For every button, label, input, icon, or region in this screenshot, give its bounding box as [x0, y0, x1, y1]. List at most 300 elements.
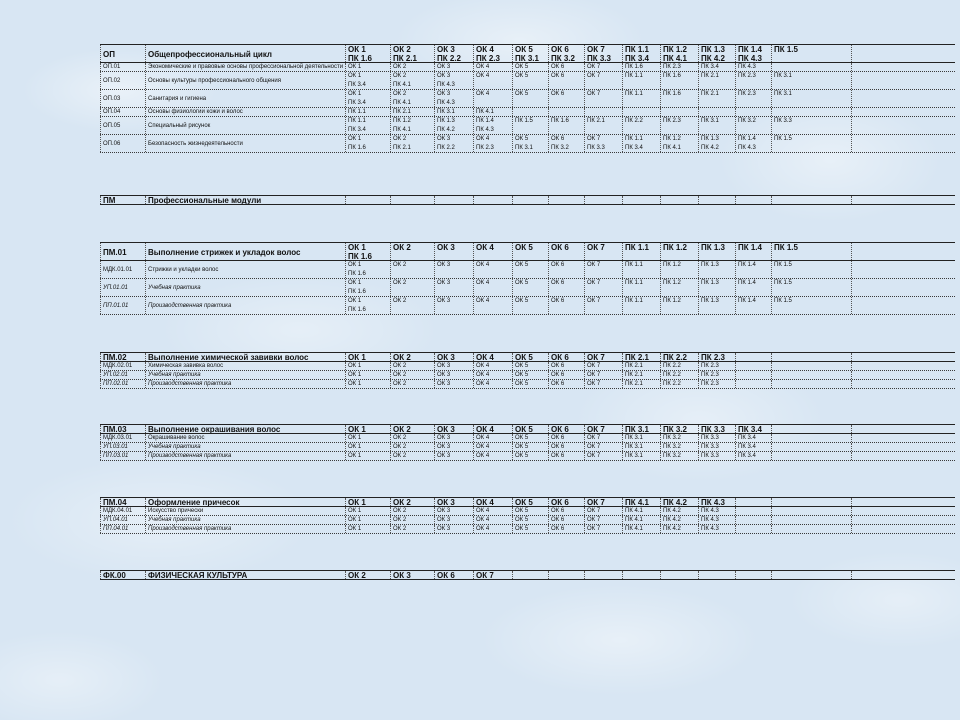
competency-code: ПК 1.5: [774, 45, 798, 54]
competency-code: ОК 7: [587, 372, 601, 378]
discipline-code: УП.01.01: [100, 279, 146, 296]
competency-code: ОК 7: [587, 243, 605, 252]
competency-cell: [474, 434, 513, 442]
competency-cell: [772, 434, 852, 442]
competency-code: ПК 4.2: [437, 127, 455, 133]
discipline-name: Искусство прически: [146, 507, 346, 515]
header-competency-cell: [391, 425, 435, 433]
competency-code: ОК 3: [437, 64, 451, 70]
competency-code: [774, 516, 849, 524]
discipline-name: Производственная практика: [146, 525, 346, 533]
competency-cell: [661, 443, 699, 451]
module-header-row: [100, 242, 955, 261]
competency-code: [587, 99, 620, 107]
competency-cell: [699, 434, 736, 442]
competency-code: ОК 5: [515, 243, 533, 252]
competency-code: [663, 81, 696, 89]
competency-cell: [585, 371, 623, 379]
competency-code: ПК 4.1: [476, 109, 494, 115]
competency-code: ОК 1: [348, 425, 366, 433]
competency-cell: [435, 434, 474, 442]
competency-code: ОК 6: [551, 498, 569, 506]
competency-code: ПК 4.3: [701, 498, 725, 506]
competency-cell: [699, 279, 736, 296]
competency-code: ПК 3.4: [738, 425, 762, 433]
competency-cell: [623, 380, 661, 388]
competency-code: ПК 3.4: [738, 435, 756, 441]
competency-code: ОК 3: [437, 498, 455, 506]
competency-cell: [513, 434, 549, 442]
competency-cell: [585, 434, 623, 442]
competency-cell: [346, 261, 391, 278]
competency-cell: [435, 72, 474, 89]
competency-cell: [435, 362, 474, 370]
competency-code: ПК 1.3: [701, 262, 719, 268]
competency-code: ОК 1: [348, 298, 362, 304]
competency-code: ОК 5: [515, 498, 533, 506]
competency-cell: [549, 443, 585, 451]
module-title: ФИЗИЧЕСКАЯ КУЛЬТУРА: [146, 571, 346, 579]
competency-cell: [549, 279, 585, 296]
competency-code: ОК 4: [476, 298, 490, 304]
competency-cell: [699, 452, 736, 460]
competency-cell: [623, 72, 661, 89]
competency-code: ОК 4: [476, 498, 494, 506]
competency-code: ПК 4.3: [701, 508, 719, 514]
competency-cell: [661, 452, 699, 460]
competency-code: [515, 252, 546, 260]
competency-code: ПК 2.1: [701, 73, 719, 79]
header-competency-cell: [661, 243, 699, 260]
competency-cell: [661, 261, 699, 278]
competency-cell: [474, 63, 513, 71]
competency-code: ПК 2.3: [738, 91, 756, 97]
competency-cell: [513, 507, 549, 515]
competency-cell: [513, 72, 549, 89]
competency-code: ПК 1.6: [663, 73, 681, 79]
competency-cell: [736, 261, 772, 278]
competency-cell: [474, 371, 513, 379]
competency-cell: [623, 452, 661, 460]
competency-cell: [772, 90, 852, 107]
competency-code: ОК 5: [515, 444, 529, 450]
competency-code: ОК 5: [515, 435, 529, 441]
competency-code: ОК 1: [348, 372, 362, 378]
competency-code: ПК 1.3: [701, 243, 725, 252]
header-competency-cell: [513, 353, 549, 361]
competency-code: ПК 3.3: [701, 453, 719, 459]
competency-code: ПК 3.4: [738, 453, 756, 459]
competency-code: ОК 2: [393, 517, 407, 523]
competency-code: ПК 1.3: [701, 280, 719, 286]
competency-code: ПК 2.3: [663, 64, 681, 70]
competency-code: ОК 7: [587, 498, 605, 506]
competency-cell: [736, 108, 772, 116]
competency-code: ОК 3: [393, 571, 411, 579]
competency-code: ПК 3.4: [348, 127, 366, 133]
competency-cell: [585, 507, 623, 515]
competency-code: [551, 252, 582, 260]
competency-cell: [474, 117, 513, 134]
competency-code: [701, 571, 733, 579]
competency-cell: [623, 516, 661, 524]
competency-code: [774, 108, 849, 116]
module-title: Выполнение стрижек и укладок волос: [146, 243, 346, 260]
competency-cell: [346, 362, 391, 370]
competency-cell: [549, 117, 585, 134]
competency-cell: [391, 90, 435, 107]
competency-code: [738, 288, 769, 296]
competency-cell: [585, 261, 623, 278]
competency-code: [587, 252, 620, 260]
competency-cell: [391, 380, 435, 388]
competency-code: ПК 1.2: [663, 298, 681, 304]
competency-code: ПК 3.4: [738, 444, 756, 450]
header-competency-cell: [346, 498, 391, 506]
header-competency-cell: [623, 196, 661, 204]
module-header-row: [100, 424, 955, 434]
header-competency-cell: [699, 571, 736, 579]
competency-code: ПК 4.3: [437, 82, 455, 88]
header-competency-cell: [623, 353, 661, 361]
competency-code: ПК 2.3: [738, 73, 756, 79]
competency-code: ОК 4: [476, 372, 490, 378]
competency-code: [587, 126, 620, 134]
competency-cell: [346, 443, 391, 451]
discipline-row: [100, 371, 955, 380]
competency-code: ОК 2: [393, 453, 407, 459]
competency-cell: [772, 108, 852, 116]
competency-code: ОК 4: [476, 45, 494, 54]
competency-code: [625, 306, 658, 314]
competency-code: [701, 288, 733, 296]
competency-code: ОК 6: [551, 280, 565, 286]
header-competency-cell: [549, 196, 585, 204]
competency-code: [738, 252, 769, 260]
competency-code: ОК 6: [551, 363, 565, 369]
competency-code: [476, 99, 510, 107]
competency-code: ПК 1.4: [738, 298, 756, 304]
competency-code: ОК 3: [437, 425, 455, 433]
competency-code: [476, 306, 510, 314]
competency-cell: [435, 117, 474, 134]
competency-code: ОК 7: [587, 262, 601, 268]
competency-code: ПК 2.1: [393, 109, 411, 115]
competency-code: [774, 126, 849, 134]
competency-code: ОК 3: [437, 280, 451, 286]
competency-code: [774, 371, 849, 379]
competency-code: ПК 3.2: [551, 54, 575, 62]
competency-code: [774, 144, 849, 152]
competency-code: ПК 1.6: [348, 307, 366, 313]
competency-code: [701, 270, 733, 278]
competency-cell: [346, 507, 391, 515]
header-competency-cell: [549, 353, 585, 361]
module-table-pm04: [100, 497, 955, 534]
competency-code: ОК 2: [393, 526, 407, 532]
competency-code: [551, 126, 582, 134]
competency-code: ОК 5: [515, 91, 529, 97]
competency-code: [663, 306, 696, 314]
competency-cell: [513, 135, 549, 152]
competency-code: [774, 425, 849, 433]
competency-cell: [435, 380, 474, 388]
competency-code: ОК 3: [437, 435, 451, 441]
header-competency-cell: [474, 425, 513, 433]
competency-code: ОК 6: [551, 508, 565, 514]
competency-code: [551, 306, 582, 314]
competency-code: [774, 362, 849, 370]
competency-code: ОК 7: [587, 453, 601, 459]
discipline-name: Специальный рисунок: [146, 117, 346, 134]
competency-cell: [513, 443, 549, 451]
header-competency-cell: [391, 571, 435, 579]
discipline-name: Учебная практика: [146, 279, 346, 296]
competency-code: ОК 2: [393, 91, 407, 97]
competency-cell: [661, 108, 699, 116]
header-competency-cell: [736, 45, 772, 62]
competency-code: ПК 3.1: [774, 73, 792, 79]
competency-cell: [513, 108, 549, 116]
competency-code: ПК 4.3: [738, 54, 762, 62]
discipline-row: [100, 516, 955, 525]
competency-cell: [772, 117, 852, 134]
competency-code: ОК 1: [348, 45, 366, 54]
competency-code: ОК 7: [587, 280, 601, 286]
competency-code: ОК 2: [393, 298, 407, 304]
competency-code: [625, 571, 658, 579]
header-competency-cell: [346, 243, 391, 260]
competency-code: ОК 2: [393, 45, 411, 54]
competency-cell: [699, 525, 736, 533]
competency-cell: [346, 90, 391, 107]
header-competency-cell: [474, 243, 513, 260]
header-competency-cell: [549, 45, 585, 62]
competency-cell: [391, 261, 435, 278]
competency-code: ПК 3.2: [663, 444, 681, 450]
competency-code: ПК 3.3: [701, 444, 719, 450]
competency-code: ОК 2: [393, 498, 411, 506]
competency-code: ОК 7: [587, 136, 601, 142]
competency-cell: [346, 72, 391, 89]
competency-code: ПК 2.3: [476, 145, 494, 151]
competency-cell: [736, 434, 772, 442]
competency-code: [551, 108, 582, 116]
competency-code: ОК 1: [348, 280, 362, 286]
competency-code: [625, 81, 658, 89]
discipline-row: [100, 90, 955, 108]
competency-cell: [623, 362, 661, 370]
competency-cell: [623, 525, 661, 533]
competency-code: [587, 108, 620, 116]
competency-code: ОК 7: [587, 64, 601, 70]
competency-code: ОК 7: [476, 571, 494, 579]
competency-code: [774, 525, 849, 533]
competency-cell: [623, 135, 661, 152]
header-competency-cell: [772, 353, 852, 361]
competency-code: ПК 1.2: [663, 243, 687, 252]
competency-code: ОК 7: [587, 91, 601, 97]
competency-code: ОК 3: [437, 91, 451, 97]
discipline-row: [100, 362, 955, 371]
competency-code: [515, 108, 546, 116]
competency-cell: [391, 72, 435, 89]
competency-code: ПК 2.2: [437, 145, 455, 151]
competency-cell: [585, 72, 623, 89]
competency-code: ПК 3.3: [774, 118, 792, 124]
competency-code: ОК 3: [437, 363, 451, 369]
header-competency-cell: [435, 243, 474, 260]
header-competency-cell: [549, 571, 585, 579]
competency-code: [774, 498, 849, 506]
competency-code: ОК 6: [551, 453, 565, 459]
header-competency-cell: [474, 571, 513, 579]
competency-cell: [474, 72, 513, 89]
competency-code: ПК 1.4: [738, 280, 756, 286]
competency-cell: [513, 452, 549, 460]
competency-cell: [661, 117, 699, 134]
competency-cell: [772, 135, 852, 152]
discipline-name: Безопасность жизнедеятельности: [146, 135, 346, 152]
discipline-name: Учебная практика: [146, 516, 346, 524]
competency-cell: [346, 279, 391, 296]
competency-code: ПК 1.1: [348, 118, 366, 124]
competency-code: [476, 81, 510, 89]
competency-cell: [474, 443, 513, 451]
competency-code: ОК 6: [551, 243, 569, 252]
competency-cell: [513, 297, 549, 314]
competency-code: [738, 380, 769, 388]
competency-cell: [623, 434, 661, 442]
module-header-row: [100, 195, 955, 205]
competency-code: ОК 4: [476, 444, 490, 450]
module-code: ПМ.02: [100, 353, 146, 361]
competency-cell: [772, 443, 852, 451]
competency-code: [476, 196, 510, 204]
header-competency-cell: [513, 45, 549, 62]
competency-code: [476, 288, 510, 296]
header-competency-cell: [391, 498, 435, 506]
competency-cell: [623, 279, 661, 296]
header-competency-cell: [699, 353, 736, 361]
competency-cell: [391, 108, 435, 116]
competency-cell: [346, 371, 391, 379]
competency-cell: [549, 380, 585, 388]
competency-code: ОК 2: [393, 363, 407, 369]
competency-cell: [585, 297, 623, 314]
competency-code: [587, 196, 620, 204]
header-competency-cell: [772, 571, 852, 579]
competency-code: [515, 306, 546, 314]
competency-code: ПК 2.1: [625, 381, 643, 387]
header-competency-cell: [513, 196, 549, 204]
competency-code: ОК 5: [515, 508, 529, 514]
competency-code: [437, 252, 471, 260]
competency-code: [393, 288, 432, 296]
header-competency-cell: [346, 196, 391, 204]
competency-cell: [585, 516, 623, 524]
competency-code: [663, 196, 696, 204]
competency-cell: [549, 516, 585, 524]
competency-code: [587, 288, 620, 296]
competency-code: [515, 99, 546, 107]
competency-code: [551, 196, 582, 204]
competency-code: ОК 6: [551, 381, 565, 387]
competency-cell: [699, 443, 736, 451]
competency-cell: [699, 135, 736, 152]
competency-code: [774, 434, 849, 442]
header-competency-cell: [736, 571, 772, 579]
competency-code: ОК 5: [515, 45, 533, 54]
competency-code: [625, 196, 658, 204]
competency-code: ПК 1.6: [348, 54, 372, 62]
competency-code: ПК 3.1: [625, 444, 643, 450]
competency-code: ПК 3.1: [625, 425, 649, 433]
header-competency-cell: [772, 243, 852, 260]
competency-code: ПК 4.1: [393, 82, 411, 88]
discipline-code: ПП.03.01: [100, 452, 146, 460]
header-competency-cell: [391, 353, 435, 361]
competency-code: [437, 288, 471, 296]
discipline-code: ОП.04: [100, 108, 146, 116]
competency-code: ОК 5: [515, 298, 529, 304]
competency-code: ПК 1.6: [348, 145, 366, 151]
discipline-name: Производственная практика: [146, 297, 346, 314]
competency-code: [515, 81, 546, 89]
competency-code: ПК 4.1: [625, 498, 649, 506]
competency-code: ПК 2.2: [663, 363, 681, 369]
module-table-pm03: [100, 424, 955, 461]
competency-code: ПК 3.1: [515, 54, 539, 62]
competency-cell: [435, 90, 474, 107]
competency-code: ОК 7: [587, 45, 605, 54]
competency-code: ПК 3.4: [348, 100, 366, 106]
competency-code: ОК 4: [476, 508, 490, 514]
competency-code: [625, 108, 658, 116]
header-competency-cell: [474, 45, 513, 62]
competency-cell: [661, 507, 699, 515]
discipline-name: Стрижки и укладки волос: [146, 261, 346, 278]
competency-cell: [391, 63, 435, 71]
competency-code: [551, 288, 582, 296]
competency-code: ОК 1: [348, 262, 362, 268]
discipline-code: ОП.03: [100, 90, 146, 107]
competency-cell: [736, 443, 772, 451]
header-competency-cell: [772, 425, 852, 433]
discipline-name: Основы физиологии кожи и волос: [146, 108, 346, 116]
competency-code: ПК 2.3: [663, 118, 681, 124]
header-competency-cell: [435, 196, 474, 204]
competency-code: ОК 2: [393, 508, 407, 514]
discipline-code: МДК.01.01: [100, 261, 146, 278]
competency-cell: [435, 297, 474, 314]
competency-cell: [346, 380, 391, 388]
header-competency-cell: [661, 353, 699, 361]
competency-code: ПК 3.2: [663, 435, 681, 441]
competency-code: ПК 1.4: [738, 136, 756, 142]
competency-cell: [623, 443, 661, 451]
competency-code: ПК 3.4: [701, 64, 719, 70]
discipline-name: Производственная практика: [146, 452, 346, 460]
competency-code: ОК 2: [393, 280, 407, 286]
header-competency-cell: [623, 425, 661, 433]
competency-code: ОК 6: [551, 45, 569, 54]
competency-cell: [661, 380, 699, 388]
header-competency-cell: [772, 498, 852, 506]
discipline-row: [100, 443, 955, 452]
header-competency-cell: [661, 196, 699, 204]
competency-code: ПК 1.1: [625, 91, 643, 97]
